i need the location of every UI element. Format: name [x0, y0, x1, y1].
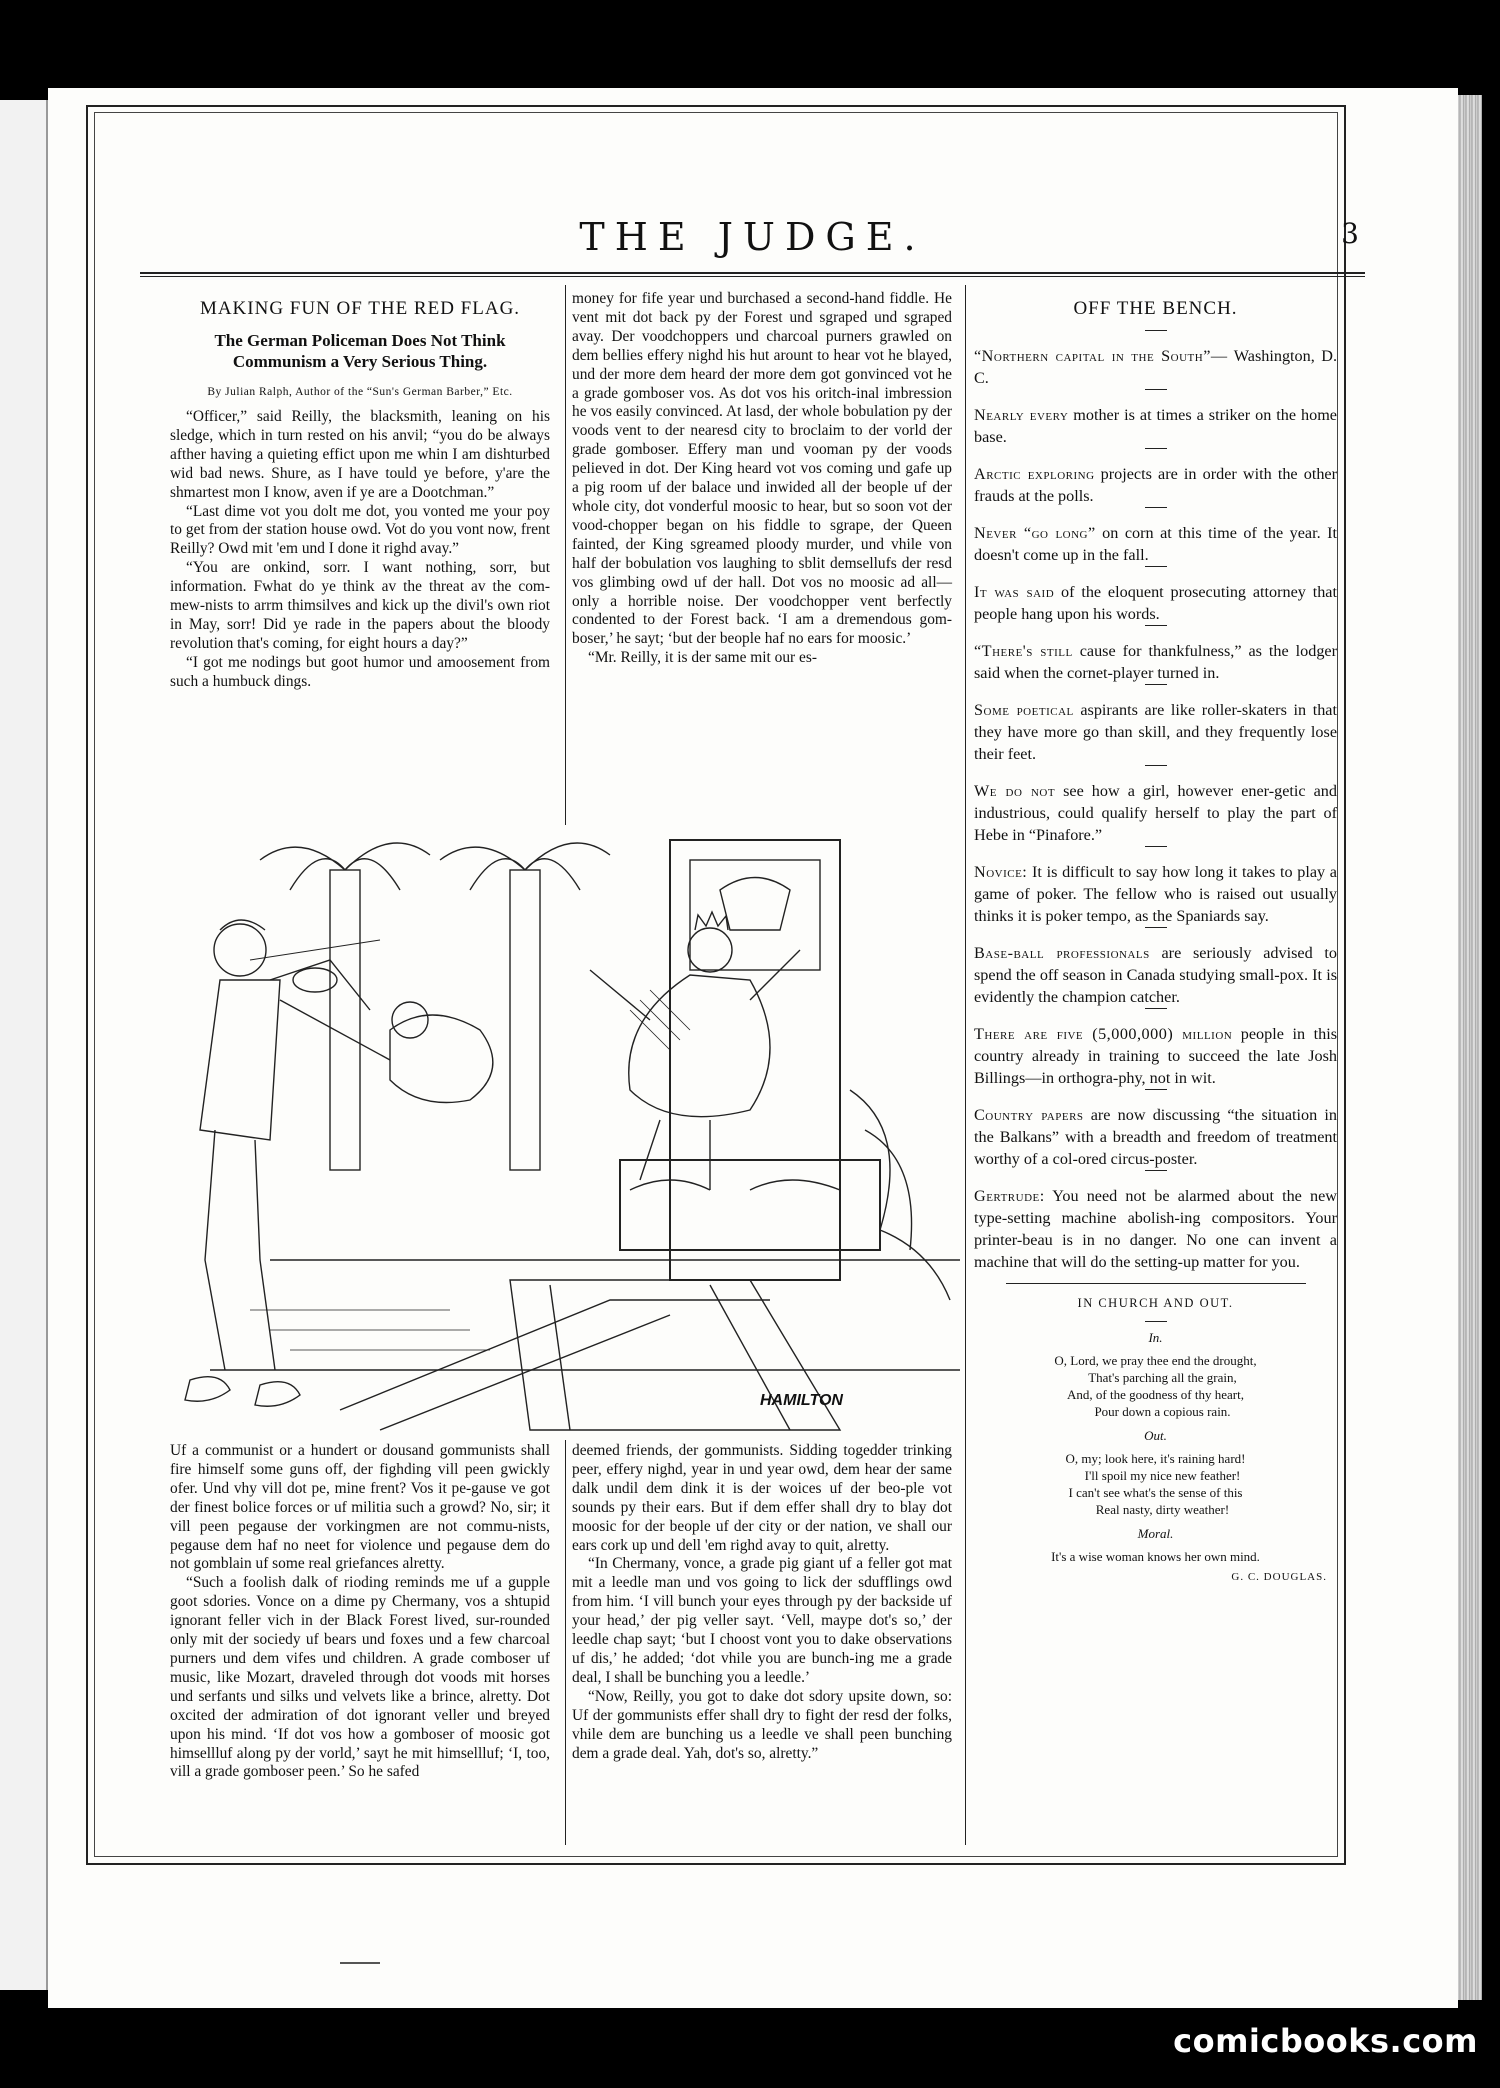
sidebar-item-text: people in this country already in training to succeed the late Josh Billings—in orthogra-phy, not in wit. [974, 1025, 1337, 1087]
masthead-title: THE JUDGE. [579, 215, 926, 259]
sidebar-item-lead: There are five (5,000,000) million [974, 1025, 1233, 1043]
paragraph: money for fife year und burchased a second-hand fiddle. He vent mit dot back py der Forest und sgraped und sgraped avay. Der voodchoppers und charcoal purners grawled on dem bellies effery nighd his hut arount to hear vot he blayed, und der more dem heard der more dem got gonvinced vot he a grade gomboser vos. As dot vos his oritch-inal imbression he vos easily convinced. At lasd, der whole bobulation py der voods vent to der nearesd city to broclaim to der vorld der grade gomboser. Effery man und vooman py der voods pelieved in dot. Der King heard vot vos coming und gafe up a pig room uf der balace und inwided all der beople uf der whole city, dot vonderful moosic to hear, but so soon vot der vood-chopper began on his fiddle to sgrape, der Queen fainted, der King sgreamed ploody murder, und vhile von half der bobulation vos laughing to sblit demsellufs der resd vos glimbing owd uf der hall. Dot vos no moosic ad all—only a horrible noise. Der voodchopper vent berfectly condented to der Forest back. ‘I am a dremendous gom-boser,’ he sayt; ‘but der beople haf no ears for moosic.’ [572, 290, 952, 648]
sidebar-item [974, 640, 1337, 684]
sidebar-item-lead: We do not [974, 782, 1056, 800]
sidebar-item-text: of the eloquent prosecuting attorney that people hang upon his words. [974, 583, 1337, 623]
sidebar-item-lead: Nearly every [974, 406, 1069, 424]
paragraph: “Last dime vot you dolt me dot, you vonted me your poy to get from der station house owd. Vot do you vont now, frent Reilly? Owd mit 'em und I done it righd avay.” [170, 502, 550, 558]
sidebar-item-lead: Base-ball professionals [974, 944, 1150, 962]
sidebar-item [974, 581, 1337, 625]
poem-line: Real nasty, dirty weather! [1095, 1502, 1230, 1517]
sidebar-items [974, 345, 1337, 1273]
article-column-2-top [572, 290, 952, 668]
sidebar-item-lead: Novice: [974, 863, 1028, 881]
sidebar-item [974, 522, 1337, 566]
masthead [140, 215, 1365, 265]
separator-rule [1145, 507, 1167, 508]
article-byline: By Julian Ralph, Author of the “Sun's German Barber,” Etc. [207, 386, 513, 398]
sidebar-item-text: It is difficult to say how long it takes to play a game of poker. The fellow who is raised out usually thinks it is poker tempo, as the Spaniards say. [974, 863, 1337, 925]
paragraph: “Officer,” said Reilly, the blacksmith, leaning on his sledge, which in turn rested on his anvil; “you do be always afther having a quieting effict upon me whin I am dishturbed wid bad news. Shure, as I have tould ye before, y'are the shmartest mon I know, aven if ye are a Dootchman.” [170, 408, 550, 501]
sidebar-item-text: cause for thankfulness,” as the lodger said when the cornet-player turned in. [974, 642, 1337, 682]
column-rule-top-1 [565, 285, 566, 825]
separator-rule-long [1006, 1283, 1306, 1284]
sidebar-item-lead: Some poetical [974, 701, 1074, 719]
sidebar-item-text: You need not be alarmed about the new type-setting machine abolish-ing compositors. Your printer-beau is in no danger. No one can invent a machine that will do the setting-up matter for you. [974, 1187, 1337, 1271]
sidebar-item-lead: Arctic exploring [974, 465, 1095, 483]
poem-in-label: In. [1148, 1330, 1163, 1345]
sidebar-item-text: are now discussing “the situation in the Balkans” with a breadth and freedom of treatment worthy of a col-ored circus-poster. [974, 1106, 1337, 1168]
article-column-2-bottom [572, 1442, 952, 1763]
sidebar-title: OFF THE BENCH. [1073, 298, 1238, 319]
footer-dash [340, 1962, 380, 1964]
paragraph: “In Chermany, vonce, a grade pig giant uf a feller got mat mit a leedle man und vos going to lick der sdufflings owd from him. ‘I vill bunch your eyes through py der backside uf your head,’ der pig veller sayt. ‘Vell, maype dot's so,’ der leedle chap sayt; ‘but I choost vont you to dake observations uf dis,’ he added; ‘dot vhile you are bunch-ing me a grade deal, I shall be bunching you a leedle.’ [572, 1555, 952, 1686]
sidebar-item [974, 463, 1337, 507]
sidebar-column [968, 290, 1343, 1583]
sidebar-item-text: projects are in order with the other frauds at the polls. [974, 465, 1337, 505]
paragraph: “You are onkind, sorr. I want nothing, sorr, but information. Fwhat do ye think av the threat av the com-mew-nists to arrm thimsilves and kick up the divil's own riot in May, sorr! Did ye rade in the papers about the bloody revolution that's coming, for eight hours a day?” [170, 559, 550, 652]
paragraph: “Such a foolish dalk of rioding reminds me uf a gupple goot sdories. Vonce on a dime py Chermany, vos a shtupid ignorant feller vich in der Black Forest lived, sur-rounded only mit der sociedy uf bears und foxes und a few charcoal purners und dem vifes und children. A grade comboser uf music, like Mozart, draveled through dot voods mit horses und serfants und silks und velvets like a brince, alretty. Dot oxcited der admiration of dot ignorant veller und breyed upon his mind. ‘If dot vos how a gomboser of moosic got himsellluf along py der vorld,’ sayt he mit himsellluf; ‘I, too, vill a grade gomboser peen.’ So he safed [170, 1574, 550, 1781]
paragraph: Uf a communist or a hundert or dousand gommunists shall fire himself some guns off, der fighding vill peen gwickly ofer. Und vhy vill dot pe, mine frent? Vos it pe-gause ve got der finest bolice forces or uf militia such a growd? No, sir; it vill peen pegause der vorkingmen are not commu-nists, pegause dem haf no neet for violence und pegause dem do not gomblain uf some real griefances alretty. [170, 1442, 550, 1573]
sidebar-item [974, 1185, 1337, 1273]
watermark: comicbooks.com [1173, 2022, 1478, 2060]
poem-in-stanza [974, 1352, 1337, 1420]
masthead-rule [140, 272, 1365, 277]
separator-rule [1145, 1089, 1167, 1090]
poem-title: IN CHURCH AND OUT. [1077, 1296, 1234, 1310]
article-column-1-top [170, 290, 550, 692]
separator-rule [1145, 448, 1167, 449]
paragraph: “Now, Reilly, you got to dake dot sdory upsite down, so: Uf der gommunists effer shall dry to fight der resd der folks, vhile dem are bunching us a leedle ve shall peen bunching dem a grade deal. Yah, dot's so, alretty.” [572, 1687, 952, 1762]
sidebar-item-lead: Country papers [974, 1106, 1084, 1124]
poem-line: I can't see what's the sense of this [1068, 1485, 1243, 1500]
sidebar-item-text: aspirants are like roller-skaters in that they have more go than skill, and they frequently lose their feet. [974, 701, 1337, 763]
separator-rule [1145, 684, 1167, 685]
separator-rule [1145, 330, 1167, 331]
sidebar-item-lead: Never “go long” [974, 524, 1096, 542]
page-number: 3 [1341, 217, 1359, 250]
paragraph: deemed friends, der gommunists. Sidding togedder trinking peer, effery nighd, year in und year owd, dem hear der same dalk undil dem dink it is der woices uf der beo-ple vot sounds py their ears. But if dem effer shall dry to blay dot moosic for der beople uf der city or der nation, ve shall our ears cork up und dell 'em righd avay to quit, alretty. [572, 1442, 952, 1554]
poem-line: That's parching all the grain, [1088, 1370, 1237, 1385]
sidebar-item-text: see how a girl, however ener-getic and industrious, could qualify herself to play the part of Hebe in “Pinafore.” [974, 782, 1337, 844]
article-subheadline: The German Policeman Does Not Think Communism a Very Serious Thing. [214, 331, 506, 371]
poem-line: O, my; look here, it's raining hard! [1065, 1451, 1246, 1466]
sidebar-item-text: mother is at times a striker on the home base. [974, 406, 1337, 446]
sidebar-item-lead: “Northern capital in the South”— [974, 347, 1228, 365]
page-stack-edge [1458, 95, 1482, 2000]
sidebar-item-text: on corn at this time of the year. It doesn't come up in the fall. [974, 524, 1337, 564]
poem-moral-line: It's a wise woman knows her own mind. [1051, 1549, 1260, 1564]
paragraph: “I got me nodings but goot humor und amoosement from such a humbuck dings. [170, 653, 550, 690]
column-rule-bottom-1 [565, 1440, 566, 1845]
sidebar-item [974, 1104, 1337, 1170]
sidebar-item [974, 861, 1337, 927]
poem-moral-label: Moral. [1137, 1526, 1174, 1541]
separator-rule [1145, 1170, 1167, 1171]
poem-author: G. C. DOUGLAS. [1231, 1571, 1327, 1583]
sidebar-item [974, 942, 1337, 1008]
illustration-signature: HAMILTON [760, 1392, 843, 1409]
sidebar-item-text: are seriously advised to spend the off season in Canada studying small-pox. It is evidently the champion catcher. [974, 944, 1337, 1006]
separator-rule [1145, 846, 1167, 847]
poem-line: O, Lord, we pray thee end the drought, [1054, 1353, 1257, 1368]
column-rule-2 [965, 285, 966, 1845]
sidebar-item [974, 345, 1337, 389]
separator-rule [1145, 1008, 1167, 1009]
poem-out-stanza [974, 1450, 1337, 1518]
separator-rule [1145, 927, 1167, 928]
article-headline: MAKING FUN OF THE RED FLAG. [199, 298, 521, 319]
sidebar-item-lead: It was said [974, 583, 1055, 601]
poem-out-label: Out. [1144, 1428, 1167, 1443]
separator-rule [1145, 566, 1167, 567]
sidebar-item [974, 699, 1337, 765]
poem-line: I'll spoil my nice new feather! [1084, 1468, 1241, 1483]
poem-line: Pour down a copious rain. [1094, 1404, 1231, 1419]
article-column-1-bottom [170, 1442, 550, 1782]
sidebar-item-lead: “There's still [974, 642, 1073, 660]
facing-page-edge [0, 100, 48, 1990]
sidebar-item-lead: Gertrude: [974, 1187, 1045, 1205]
poem-line: And, of the goodness of thy heart, [1067, 1387, 1244, 1402]
sidebar-item [974, 404, 1337, 448]
separator-rule [1145, 625, 1167, 626]
sidebar-item-text: Washington, D. C. [974, 347, 1338, 387]
sidebar-item [974, 780, 1337, 846]
sidebar-item [974, 1023, 1337, 1089]
separator-rule [1145, 1321, 1167, 1322]
separator-rule [1145, 389, 1167, 390]
editorial-illustration [150, 830, 960, 1440]
paragraph: “Mr. Reilly, it is der same mit our es- [588, 649, 817, 667]
separator-rule [1145, 765, 1167, 766]
